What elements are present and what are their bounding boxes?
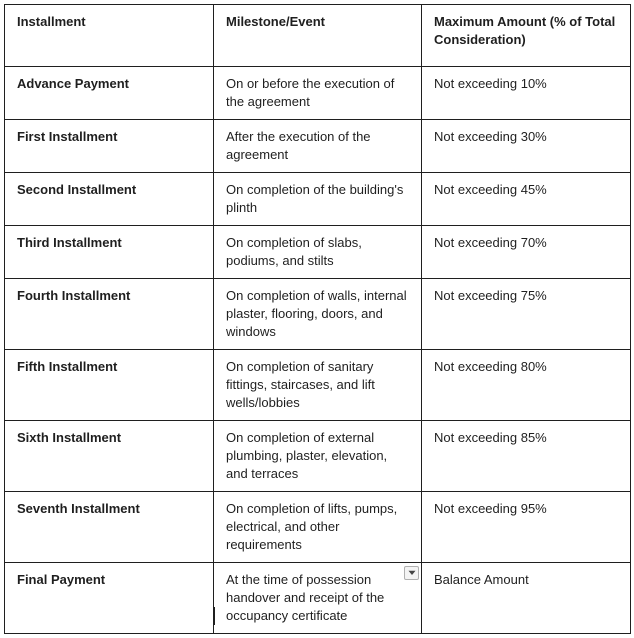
milestone-cell[interactable]: On completion of external plumbing, plaster, elevation, and terraces (214, 421, 422, 492)
installment-cell[interactable]: Sixth Installment (5, 421, 214, 492)
header-installment[interactable]: Installment (5, 5, 214, 67)
installment-cell[interactable]: Second Installment (5, 173, 214, 226)
amount-cell[interactable]: Not exceeding 30% (422, 120, 631, 173)
installment-cell[interactable]: Advance Payment (5, 67, 214, 120)
amount-cell[interactable]: Not exceeding 85% (422, 421, 631, 492)
table-row (5, 350, 631, 421)
amount-cell[interactable]: Balance Amount (422, 563, 631, 634)
milestone-cell-active[interactable] (214, 563, 422, 634)
installment-cell[interactable]: First Installment (5, 120, 214, 173)
amount-cell[interactable]: Not exceeding 70% (422, 226, 631, 279)
amount-cell[interactable]: Not exceeding 10% (422, 67, 631, 120)
milestone-cell[interactable]: On completion of sanitary fittings, staircases, and lift wells/lobbies (214, 350, 422, 421)
milestone-cell[interactable]: On completion of slabs, podiums, and stilts (214, 226, 422, 279)
table-row (5, 226, 631, 279)
milestone-cell[interactable]: On or before the execution of the agreement (214, 67, 422, 120)
chevron-down-icon (408, 570, 416, 576)
table-row (5, 120, 631, 173)
installment-cell[interactable]: Fifth Installment (5, 350, 214, 421)
milestone-cell[interactable]: On completion of the building's plinth (214, 173, 422, 226)
installment-table-container (4, 4, 631, 634)
cell-dropdown-button[interactable] (404, 566, 419, 580)
milestone-text[interactable]: At the time of possession handover and receipt of the occupancy certificate (226, 572, 385, 623)
installment-cell[interactable]: Third Installment (5, 226, 214, 279)
installment-cell[interactable]: Seventh Installment (5, 492, 214, 563)
milestone-cell[interactable]: After the execution of the agreement (214, 120, 422, 173)
table-row (5, 421, 631, 492)
text-cursor (214, 607, 215, 625)
amount-cell[interactable]: Not exceeding 75% (422, 279, 631, 350)
table-row (5, 173, 631, 226)
amount-cell[interactable]: Not exceeding 95% (422, 492, 631, 563)
table-row (5, 492, 631, 563)
table-row (5, 279, 631, 350)
table-header-row (5, 5, 631, 67)
milestone-cell[interactable]: On completion of walls, internal plaster, flooring, doors, and windows (214, 279, 422, 350)
header-amount[interactable]: Maximum Amount (% of Total Consideration) (422, 5, 631, 67)
milestone-cell[interactable]: On completion of lifts, pumps, electrical, and other requirements (214, 492, 422, 563)
installment-cell[interactable]: Fourth Installment (5, 279, 214, 350)
installment-table (4, 4, 631, 634)
amount-cell[interactable]: Not exceeding 45% (422, 173, 631, 226)
table-row (5, 67, 631, 120)
header-milestone[interactable]: Milestone/Event (214, 5, 422, 67)
table-row (5, 563, 631, 634)
installment-cell[interactable]: Final Payment (5, 563, 214, 634)
amount-cell[interactable]: Not exceeding 80% (422, 350, 631, 421)
